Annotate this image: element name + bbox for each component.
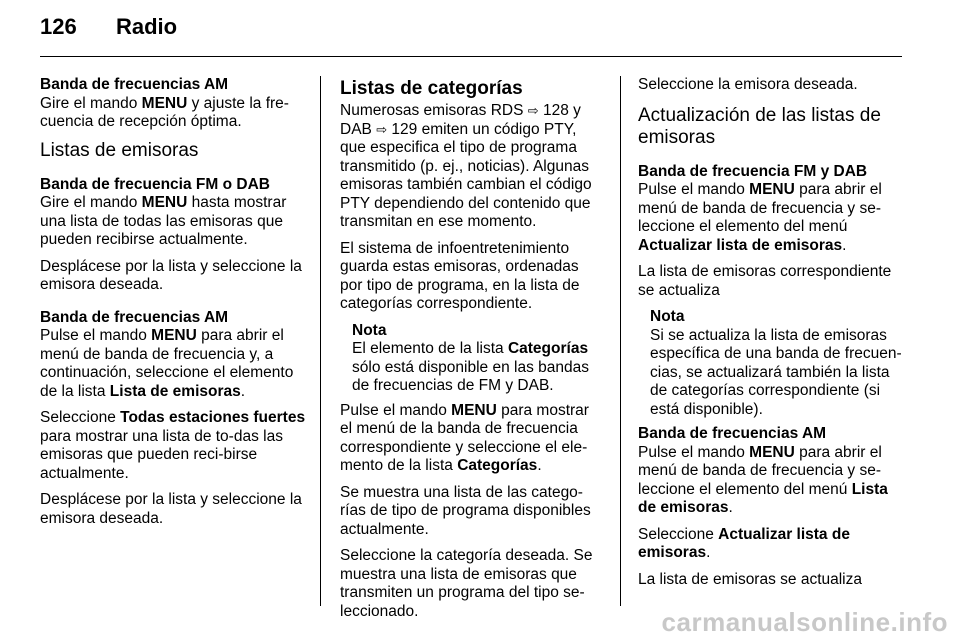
text: para abrir el menú de banda de frecuencia y se-leccione el elemento del menú <box>638 181 882 235</box>
text: 128 y DAB <box>340 102 581 138</box>
paragraph <box>340 102 602 232</box>
text: Gire el mando <box>40 94 142 112</box>
bold-text: MENU <box>151 327 197 344</box>
subheading-am-band: Banda de frecuencias AM <box>638 425 827 442</box>
page-number: 126 <box>40 14 77 39</box>
paragraph: Seleccione la categoría deseada. Se muestra una lista de emisoras que transmiten un programa del tipo se-leccionado. <box>340 547 593 620</box>
paragraph <box>40 309 308 402</box>
text: sólo está disponible en las bandas de frecuencias de FM y DAB. <box>352 358 589 394</box>
text: y ajuste la fre-cuencia de recepción óptima. <box>40 94 289 130</box>
text: para mostrar el menú de la banda de frecuencia correspondiente y seleccione el ele-mento de la lista <box>340 401 589 474</box>
watermark: carmanualsonline.info <box>661 607 948 637</box>
text: Si se actualiza la lista de emisoras específica de una banda de frecuen-cias, se actualizará también la lista de categorías correspondiente (si está disponible). <box>650 326 902 418</box>
text: Pulse el mando <box>638 181 750 198</box>
subheading-fm-dab-band: Banda de frecuencia FM y DAB <box>638 162 868 180</box>
note-title: Nota <box>352 321 387 339</box>
paragraph <box>638 526 904 563</box>
text: El elemento de la lista <box>352 340 508 357</box>
bold-text: Categorías <box>457 457 538 474</box>
bold-text: Actualizar lista de emisoras <box>638 525 850 561</box>
text: Pulse el mando <box>638 443 750 461</box>
text: . <box>706 544 711 561</box>
header-rule <box>40 56 902 57</box>
bold-text: Todas estaciones fuertes <box>120 409 306 426</box>
paragraph <box>340 402 602 476</box>
text: para abrir el menú de banda de frecuencia y se-leccione el elemento del menú <box>638 443 882 498</box>
text: . <box>240 382 246 400</box>
paragraph: Se muestra una lista de las catego-rías de tipo de programa disponibles actualmente. <box>340 483 591 538</box>
bold-text: MENU <box>141 94 188 112</box>
bold-text: MENU <box>749 443 795 461</box>
bold-text: MENU <box>451 401 497 419</box>
column-3 <box>638 76 904 597</box>
text: Seleccione <box>638 525 719 543</box>
heading-update-lists: Actualización de las listas de emisoras <box>638 104 881 148</box>
bold-text: Lista de emisoras <box>109 382 241 400</box>
bold-text: Categorías <box>507 340 589 357</box>
text: Seleccione <box>40 409 121 426</box>
paragraph <box>40 76 308 132</box>
paragraph: La lista de emisoras se actualiza <box>638 570 863 588</box>
subheading-am-band: Banda de frecuencias AM <box>40 76 229 93</box>
column-1 <box>40 76 308 536</box>
heading-station-lists: Listas de emisoras <box>40 139 199 161</box>
text: . <box>537 457 542 474</box>
paragraph: Desplácese por la lista y seleccione la emisora deseada. <box>40 257 302 293</box>
note-box <box>352 322 602 396</box>
text: . <box>842 236 847 254</box>
paragraph <box>638 163 904 256</box>
subheading-fm-dab-band: Banda de frecuencia FM o DAB <box>40 175 270 193</box>
bold-text: Actualizar lista de emisoras <box>638 236 843 254</box>
text: Pulse el mando <box>40 327 152 344</box>
text: Pulse el mando <box>340 401 452 419</box>
note-box <box>650 308 904 419</box>
text: . <box>728 499 733 516</box>
text: Gire el mando <box>40 194 142 211</box>
column-divider <box>620 76 621 606</box>
paragraph <box>40 176 308 250</box>
text: para abrir el menú de banda de frecuencia y, a continuación, seleccione el elemento de la lista <box>40 327 294 400</box>
text: 129 emiten un código PTY, que especifica el tipo de programa transmitido (p. ej., noticias). Algunas emisoras también cambian el código PTY dependiendo del contenido que transmitan en ese momento. <box>340 120 592 230</box>
bold-text: Lista de emisoras <box>638 480 888 516</box>
subheading-am-band-2: Banda de frecuencias AM <box>40 308 229 326</box>
paragraph: La lista de emisoras correspondiente se actualiza <box>638 263 892 299</box>
paragraph <box>40 409 308 483</box>
text: Numerosas emisoras RDS <box>340 102 528 119</box>
paragraph: El sistema de infoentretenimiento guarda estas emisoras, ordenadas por tipo de programa, en la lista de categorías correspondiente. <box>340 239 580 312</box>
paragraph: Seleccione la emisora deseada. <box>638 76 858 93</box>
paragraph <box>638 425 904 518</box>
paragraph: Desplácese por la lista y seleccione la emisora deseada. <box>40 491 302 527</box>
heading-category-lists: Listas de categorías <box>340 78 523 99</box>
text: para mostrar una lista de to-das las emisoras que pueden reci-birse actualmente. <box>40 427 283 482</box>
bold-text: MENU <box>749 181 795 198</box>
note-title: Nota <box>650 308 685 325</box>
page-title: Radio <box>116 14 178 39</box>
bold-text: MENU <box>141 194 188 211</box>
column-divider <box>320 76 321 606</box>
page-reference-arrow-icon: ⇨ <box>376 121 388 137</box>
page-reference-arrow-icon: ⇨ <box>527 103 539 118</box>
column-2 <box>340 76 602 629</box>
text: hasta mostrar una lista de todas las emisoras que pueden recibirse actualmente. <box>40 194 287 248</box>
